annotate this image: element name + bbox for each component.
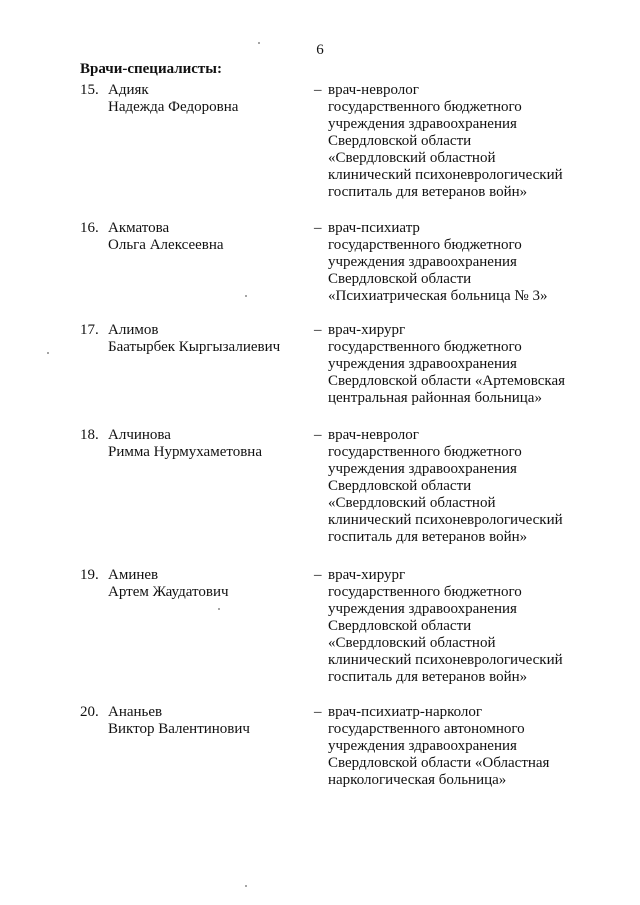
entry-position-line: врач-психиатр-нарколог	[328, 704, 483, 720]
entry-position	[328, 82, 598, 201]
entry-position-line: врач-невролог	[328, 427, 419, 443]
entry-position-line: клинический психоневрологический	[328, 167, 563, 183]
entry-position-line: государственного автономного	[328, 721, 525, 737]
entry-position	[328, 322, 598, 407]
entry-position-line: госпиталь для ветеранов войн»	[328, 529, 528, 545]
entry-full-name	[108, 567, 229, 601]
entry-position	[328, 220, 598, 305]
entry-position-line: государственного бюджетного	[328, 444, 522, 460]
entry-position-line: государственного бюджетного	[328, 339, 522, 355]
entry-position	[328, 567, 598, 686]
entry-position-line: Свердловской области	[328, 478, 472, 494]
entry-dash: –	[314, 322, 322, 338]
entry-position-line: «Психиатрическая больница № 3»	[328, 288, 548, 304]
entry-dash: –	[314, 82, 322, 98]
entry-position-line: учреждения здравоохранения	[328, 738, 517, 754]
entry-surname: Ананьев	[108, 704, 163, 720]
entry-surname: Адияк	[108, 82, 149, 98]
entry-position	[328, 427, 598, 546]
entry-position-line: государственного бюджетного	[328, 99, 522, 115]
entry-position-line: учреждения здравоохранения	[328, 601, 517, 617]
entry-given-names: Баатырбек Кыргызалиевич	[108, 339, 281, 355]
scan-speck	[218, 608, 220, 610]
entry-position-line: госпиталь для ветеранов войн»	[328, 184, 528, 200]
entry-given-names: Артем Жаудатович	[108, 584, 229, 600]
entry-position-line: «Свердловский областной	[328, 495, 496, 511]
entry-position-line: врач-психиатр	[328, 220, 420, 236]
entry-position-line: врач-невролог	[328, 82, 419, 98]
entry-surname: Аминев	[108, 567, 159, 583]
entry-position-line: Свердловской области	[328, 133, 472, 149]
entry-surname: Акматова	[108, 220, 170, 236]
entry-full-name	[108, 82, 238, 116]
entry-position-line: учреждения здравоохранения	[328, 254, 517, 270]
entry-position-line: государственного бюджетного	[328, 584, 522, 600]
entry-position-line: «Свердловский областной	[328, 635, 496, 651]
entry-given-names: Ольга Алексеевна	[108, 237, 224, 253]
entry-given-names: Римма Нурмухаметовна	[108, 444, 262, 460]
entry-number: 19.	[80, 567, 99, 583]
entry-position-line: учреждения здравоохранения	[328, 116, 517, 132]
entry-position-line: Свердловской области	[328, 271, 472, 287]
entry-full-name	[108, 322, 280, 356]
entry-number: 16.	[80, 220, 99, 236]
entry-given-names: Виктор Валентинович	[108, 721, 250, 737]
entry-position-line: врач-хирург	[328, 322, 406, 338]
entry-position-line: клинический психоневрологический	[328, 512, 563, 528]
section-heading: Врачи-специалисты:	[80, 61, 223, 77]
scan-speck	[258, 42, 260, 44]
entry-dash: –	[314, 427, 322, 443]
entry-position-line: Свердловской области «Артемовская	[328, 373, 566, 389]
entry-given-names: Надежда Федоровна	[108, 99, 239, 115]
entry-number: 20.	[80, 704, 99, 720]
entry-number: 17.	[80, 322, 99, 338]
entry-position-line: центральная районная больница»	[328, 390, 542, 406]
page-number: 6	[316, 42, 324, 58]
entry-position-line: учреждения здравоохранения	[328, 461, 517, 477]
entry-position-line: Свердловской области	[328, 618, 472, 634]
entry-number: 18.	[80, 427, 99, 443]
entry-surname: Алимов	[108, 322, 159, 338]
entry-position-line: учреждения здравоохранения	[328, 356, 517, 372]
entry-position-line: госпиталь для ветеранов войн»	[328, 669, 528, 685]
entry-number: 15.	[80, 82, 99, 98]
entry-position	[328, 704, 598, 789]
scan-speck	[245, 885, 247, 887]
entry-position-line: клинический психоневрологический	[328, 652, 563, 668]
entry-dash: –	[314, 220, 322, 236]
entry-full-name	[108, 704, 250, 738]
entry-full-name	[108, 220, 224, 254]
entry-dash: –	[314, 704, 322, 720]
entry-position-line: Свердловской области «Областная	[328, 755, 550, 771]
entry-full-name	[108, 427, 262, 461]
entry-position-line: «Свердловский областной	[328, 150, 496, 166]
scan-speck	[47, 352, 49, 354]
scan-speck	[245, 295, 247, 297]
entry-dash: –	[314, 567, 322, 583]
entry-position-line: государственного бюджетного	[328, 237, 522, 253]
entry-position-line: наркологическая больница»	[328, 772, 507, 788]
entry-position-line: врач-хирург	[328, 567, 406, 583]
entry-surname: Алчинова	[108, 427, 171, 443]
